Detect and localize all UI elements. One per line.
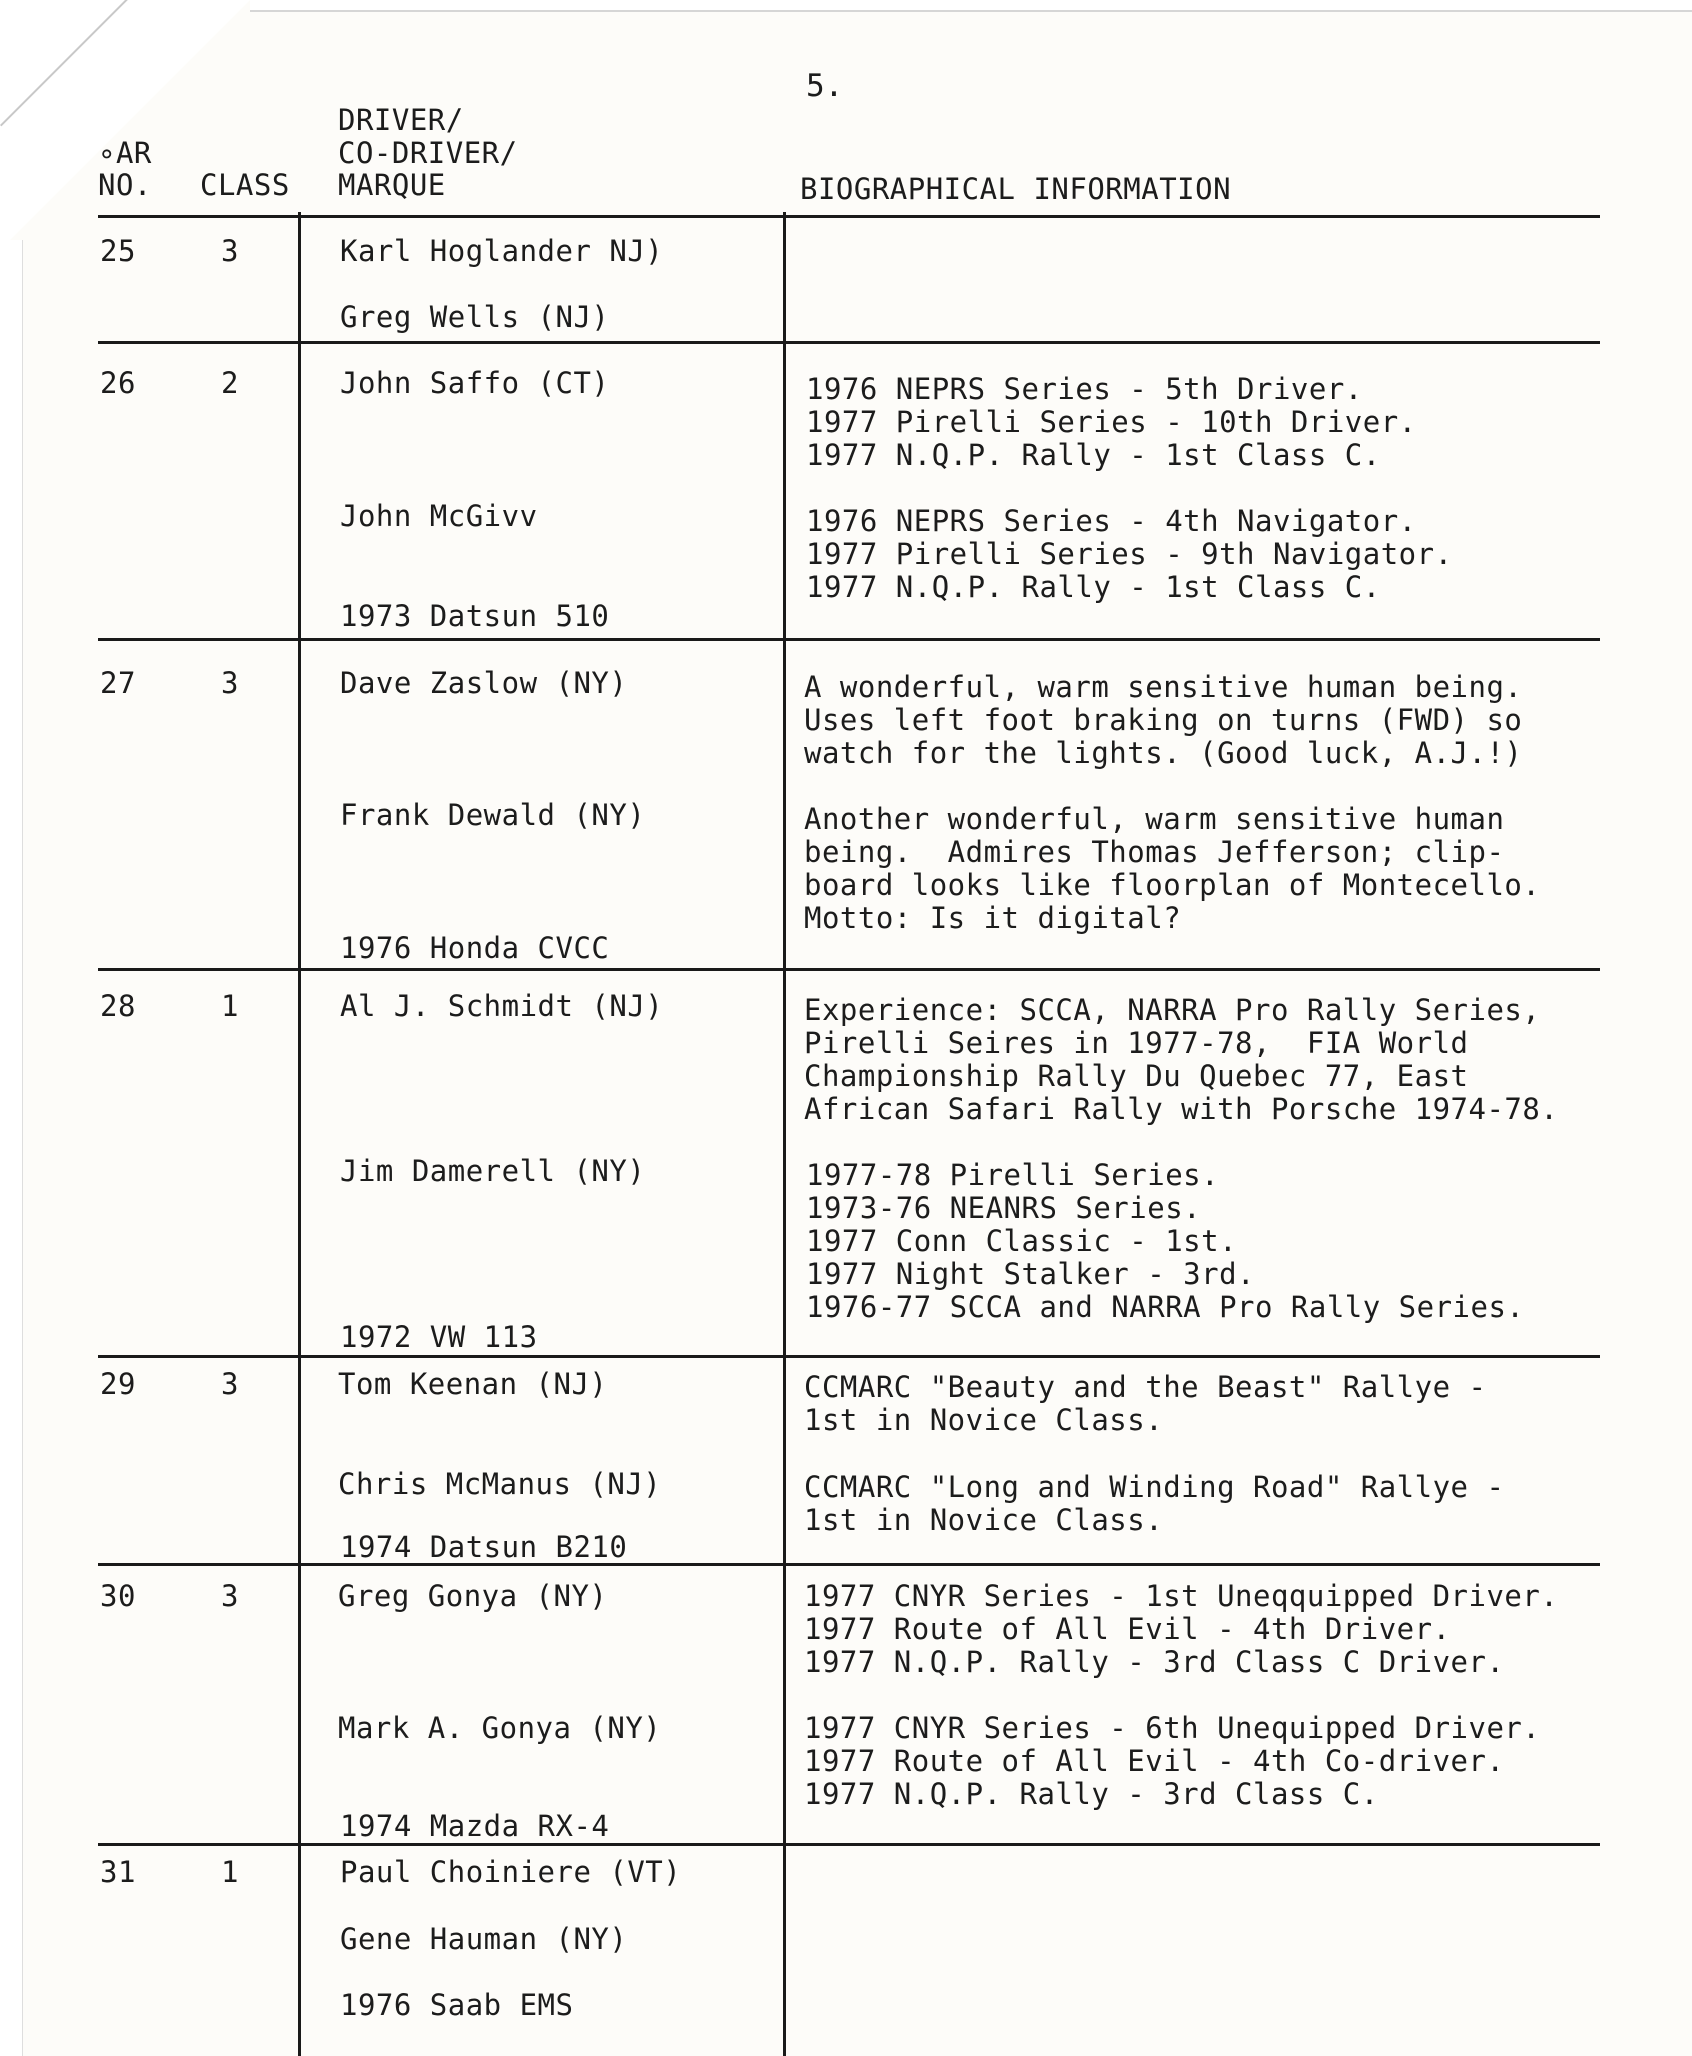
co-driver-bio: [804, 1712, 1540, 1811]
driver-name: Al J. Schmidt (NJ): [340, 989, 664, 1023]
row-rule-30: [98, 1843, 1600, 1846]
column-rule-left: [298, 212, 301, 2056]
co-driver-bio: [806, 1159, 1524, 1324]
page-number: 5.: [806, 68, 844, 104]
class-value: 3: [221, 234, 239, 268]
bio-line: 1976 NEPRS Series - 5th Driver.: [806, 372, 1363, 406]
car-number: 30: [100, 1579, 136, 1613]
co-driver-name: John McGivv: [340, 499, 538, 533]
bio-line: A wonderful, warm sensitive human being.: [804, 670, 1523, 704]
bio-line: 1st in Novice Class.: [804, 1503, 1164, 1537]
marque: 1972 VW 113: [340, 1320, 538, 1354]
bio-line: 1977 Pirelli Series - 10th Driver.: [806, 405, 1417, 439]
bio-line: watch for the lights. (Good luck, A.J.!): [804, 736, 1523, 770]
co-driver-name: Gene Hauman (NY): [340, 1922, 628, 1956]
class-value: 3: [221, 666, 239, 700]
marque: 1974 Mazda RX-4: [340, 1809, 610, 1843]
folded-corner: [0, 0, 250, 250]
bio-line: 1977 N.Q.P. Rally - 3rd Class C.: [804, 1777, 1379, 1811]
bio-line: CCMARC "Beauty and the Beast" Rallye -: [804, 1370, 1487, 1404]
bio-line: CCMARC "Long and Winding Road" Rallye -: [804, 1470, 1505, 1504]
bio-line: being. Admires Thomas Jefferson; clip-: [804, 835, 1505, 869]
car-number: 31: [100, 1855, 136, 1889]
class-value: 3: [221, 1367, 239, 1401]
co-driver-name: Frank Dewald (NY): [340, 798, 646, 832]
driver-name: Paul Choiniere (VT): [340, 1855, 682, 1889]
co-driver-name: Chris McManus (NJ): [338, 1467, 662, 1501]
co-driver-bio: [804, 803, 1540, 935]
marque: 1976 Saab EMS: [340, 1988, 574, 2022]
header-driver-line2: CO-DRIVER/: [338, 136, 518, 170]
bio-line: African Safari Rally with Porsche 1974-78.: [804, 1092, 1559, 1126]
marque: 1976 Honda CVCC: [340, 931, 610, 965]
row-rule-27: [98, 968, 1600, 971]
bio-line: 1977 N.Q.P. Rally - 3rd Class C Driver.: [804, 1645, 1505, 1679]
driver-name: John Saffo (CT): [340, 366, 610, 400]
paper-top-edge: [250, 0, 1692, 12]
class-value: 1: [221, 989, 239, 1023]
driver-bio: [806, 373, 1417, 472]
marque: 1974 Datsun B210: [340, 1530, 628, 1564]
driver-bio: [804, 1580, 1558, 1679]
driver-bio: [804, 671, 1522, 770]
row-rule-29: [98, 1563, 1600, 1566]
bio-line: 1st in Novice Class.: [804, 1403, 1164, 1437]
co-driver-bio: [806, 505, 1453, 604]
bio-line: 1977-78 Pirelli Series.: [806, 1158, 1220, 1192]
bio-line: Uses left foot braking on turns (FWD) so: [804, 703, 1523, 737]
row-rule-25: [98, 341, 1600, 344]
bio-line: 1976 NEPRS Series - 4th Navigator.: [806, 504, 1417, 538]
bio-line: board looks like floorplan of Montecello.: [804, 868, 1541, 902]
driver-name: Tom Keenan (NJ): [338, 1367, 608, 1401]
bio-line: 1977 Pirelli Series - 9th Navigator.: [806, 537, 1453, 571]
bio-line: 1976-77 SCCA and NARRA Pro Rally Series.: [806, 1290, 1525, 1324]
co-driver-name: Mark A. Gonya (NY): [338, 1711, 662, 1745]
bio-line: 1977 N.Q.P. Rally - 1st Class C.: [806, 570, 1381, 604]
header-driver-line3: MARQUE: [338, 168, 446, 202]
class-value: 2: [221, 366, 239, 400]
bio-line: 1977 CNYR Series - 6th Unequipped Driver.: [804, 1711, 1541, 1745]
marque: 1973 Datsun 510: [340, 599, 610, 633]
class-value: 3: [221, 1579, 239, 1613]
bio-line: Championship Rally Du Quebec 77, East: [804, 1059, 1469, 1093]
paper-left-edge: [0, 240, 23, 2056]
car-number: 29: [100, 1367, 136, 1401]
bio-line: 1977 Conn Classic - 1st.: [806, 1224, 1238, 1258]
bio-line: Experience: SCCA, NARRA Pro Rally Series,: [804, 993, 1541, 1027]
car-number: 25: [100, 234, 136, 268]
co-driver-name: Jim Damerell (NY): [340, 1154, 646, 1188]
header-rule: [98, 215, 1600, 218]
car-number: 26: [100, 366, 136, 400]
header-car-line1: ∘AR: [98, 136, 152, 170]
co-driver-name: Greg Wells (NJ): [340, 300, 610, 334]
driver-bio: [804, 1371, 1486, 1437]
class-value: 1: [221, 1855, 239, 1889]
bio-line: 1977 N.Q.P. Rally - 1st Class C.: [806, 438, 1381, 472]
bio-line: 1977 Night Stalker - 3rd.: [806, 1257, 1255, 1291]
bio-line: 1977 Route of All Evil - 4th Driver.: [804, 1612, 1451, 1646]
driver-name: Greg Gonya (NY): [338, 1579, 608, 1613]
row-rule-28: [98, 1355, 1600, 1358]
driver-name: Karl Hoglander NJ): [340, 234, 664, 268]
row-rule-26: [98, 638, 1600, 641]
header-car-line2: NO.: [98, 168, 152, 202]
bio-line: Motto: Is it digital?: [804, 901, 1182, 935]
bio-line: 1977 Route of All Evil - 4th Co-driver.: [804, 1744, 1505, 1778]
bio-line: Another wonderful, warm sensitive human: [804, 802, 1505, 836]
co-driver-bio: [804, 1471, 1504, 1537]
header-driver-line1: DRIVER/: [338, 103, 464, 137]
bio-line: 1973-76 NEANRS Series.: [806, 1191, 1202, 1225]
header-bio: BIOGRAPHICAL INFORMATION: [800, 172, 1232, 206]
header-class: CLASS: [200, 168, 290, 202]
driver-bio: [804, 994, 1558, 1126]
car-number: 27: [100, 666, 136, 700]
column-rule-right: [783, 212, 786, 2056]
car-number: 28: [100, 989, 136, 1023]
driver-name: Dave Zaslow (NY): [340, 666, 628, 700]
bio-line: 1977 CNYR Series - 1st Uneqquipped Driver.: [804, 1579, 1559, 1613]
bio-line: Pirelli Seires in 1977-78, FIA World: [804, 1026, 1469, 1060]
